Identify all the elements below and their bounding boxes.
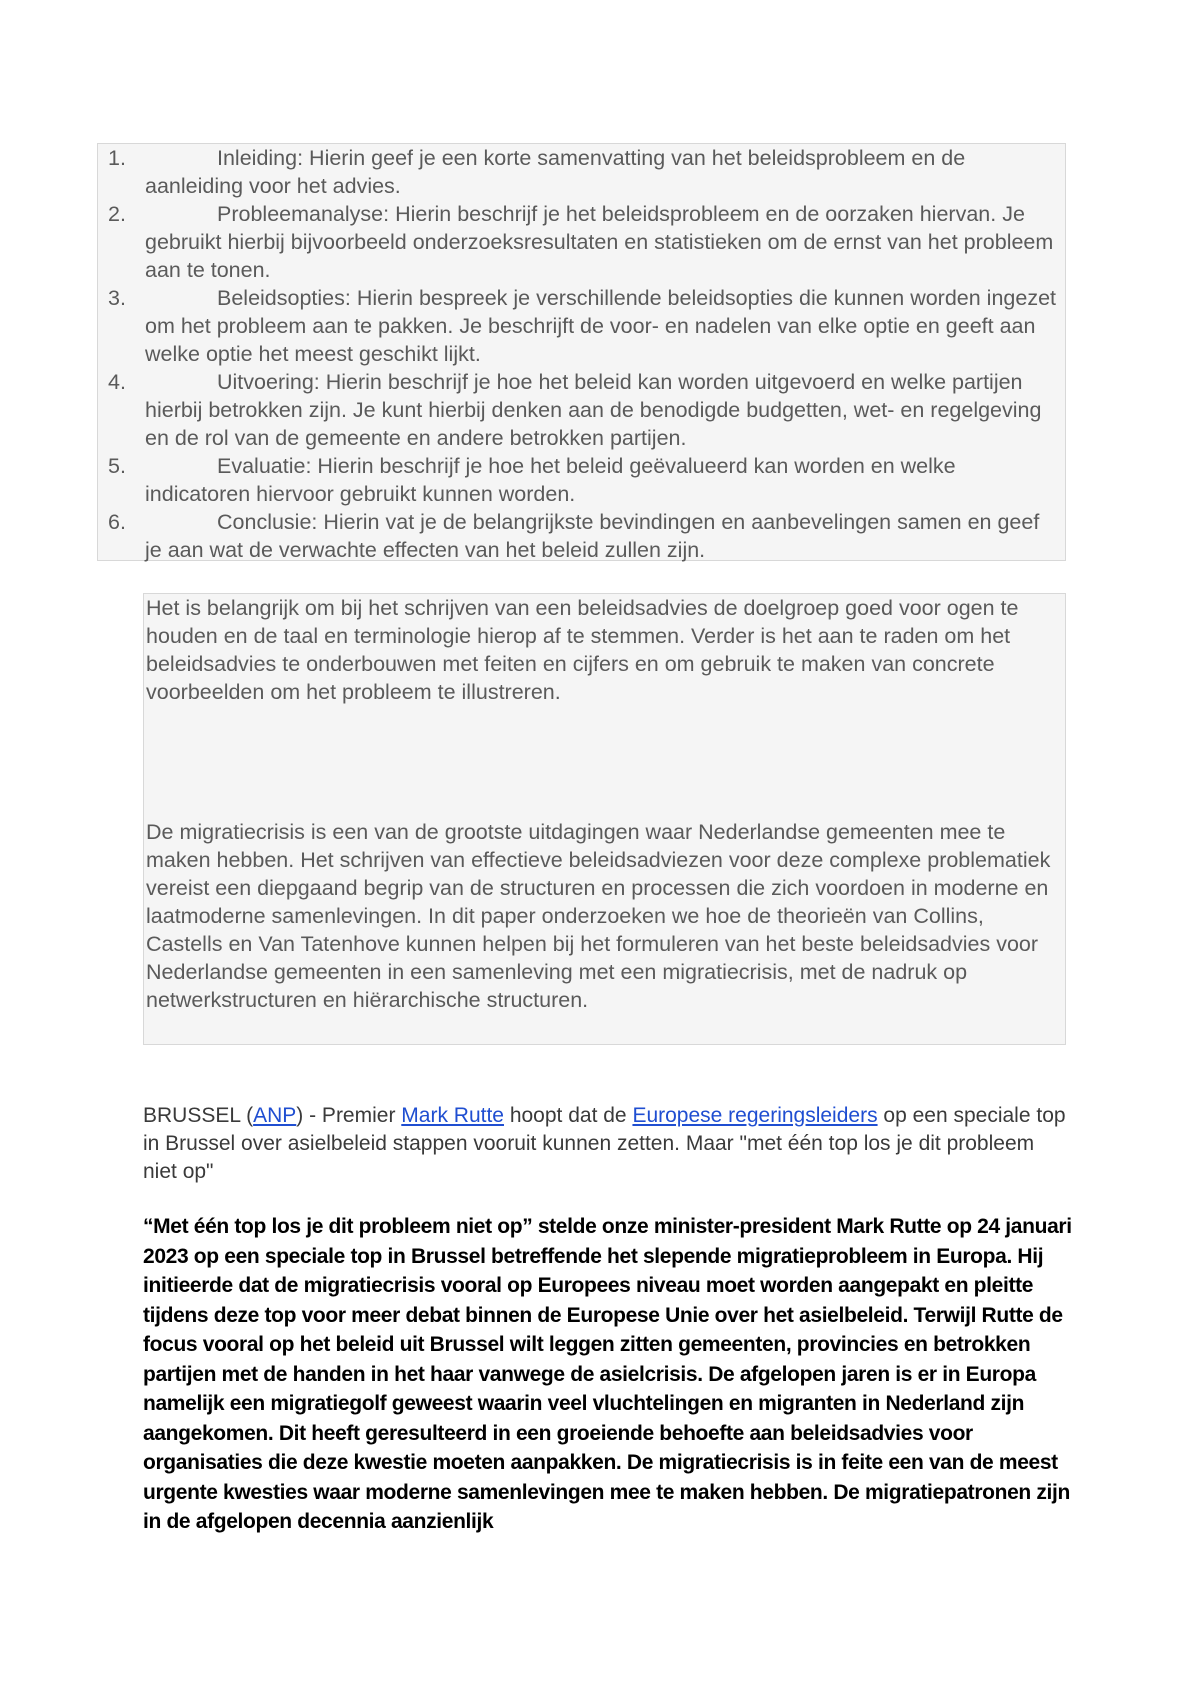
- list-item: [98, 508, 1065, 564]
- list-item: [98, 200, 1065, 284]
- list-item-text: Uitvoering: Hierin beschrijf je hoe het beleid kan worden uitgevoerd en welke partijen hierbij betrokken zijn. Je kunt hierbij denken aan de benodigde budgetten, wet- en regelgeving en de rol van de gemeente en andere betrokken partijen.: [145, 370, 1042, 450]
- mark-rutte-link[interactable]: Mark Rutte: [401, 1104, 504, 1127]
- list-item: [98, 368, 1065, 452]
- list-number: 6.: [108, 510, 126, 534]
- bold-body-paragraph: “Met één top los je dit probleem niet op” stelde onze minister-president Mark Rutte op 24 januari 2023 op een speciale top in Brussel betreffende het slepende migratieprobleem in Europa. Hij initieerde dat de migratiecrisis vooral op Europees niveau moet worden aangepakt en pleitte tijdens deze top voor meer debat binnen de Europese Unie over het asielbeleid. Terwijl Rutte de focus vooral op het beleid uit Brussel wilt leggen zitten gemeenten, provincies en betrokken partijen met de handen in het haar vanwege de asielcrisis. De afgelopen jaren is er in Europa namelijk een migratiegolf geweest waarin veel vluchtelingen en migranten in Nederland zijn aangekomen. Dit heeft geresulteerd in een groeiende behoefte aan beleidsadvies voor organisaties die deze kwestie moeten aanpakken. De migratiecrisis is in feite een van de meest urgente kwesties waar moderne samenlevingen mee te maken hebben. De migratiepatronen zijn in de afgelopen decennia aanzienlijk: [143, 1215, 1072, 1533]
- list-number: 1.: [108, 146, 126, 170]
- list-item: [98, 284, 1065, 368]
- advice-structure-box: [97, 143, 1066, 561]
- advice-structure-list: [98, 144, 1065, 564]
- list-number: 2.: [108, 202, 126, 226]
- list-item: [98, 452, 1065, 508]
- list-number: 5.: [108, 454, 126, 478]
- news-lead-paragraph: [143, 1102, 1073, 1186]
- list-item-text: Evaluatie: Hierin beschrijf je hoe het beleid geëvalueerd kan worden en welke indicatoren hiervoor gebruikt kunnen worden.: [145, 454, 956, 506]
- european-leaders-link[interactable]: Europese regeringsleiders: [632, 1104, 878, 1127]
- news-text: hoopt dat de: [503, 1104, 633, 1127]
- list-number: 4.: [108, 370, 126, 394]
- list-item-text: Inleiding: Hierin geef je een korte samenvatting van het beleidsprobleem en de aanleiding voor het advies.: [145, 146, 966, 198]
- writing-tips-paragraph: Het is belangrijk om bij het schrijven van een beleidsadvies de doelgroep goed voor ogen te houden en de taal en terminologie hierop af te stemmen. Verder is het aan te raden om het beleidsadvies te onderbouwen met feiten en cijfers en om gebruik te maken van concrete voorbeelden om het probleem te illustreren.: [146, 596, 1019, 704]
- migration-crisis-paragraph: De migratiecrisis is een van de grootste uitdagingen waar Nederlandse gemeenten mee te maken hebben. Het schrijven van effectieve beleidsadviezen voor deze complexe problematiek vereist een diepgaand begrip van de structuren en processen die zich voordoen in moderne en laatmoderne samenlevingen. In dit paper onderzoeken we hoe de theorieën van Collins, Castells en Van Tatenhove kunnen helpen bij het formuleren van het beste beleidsadvies voor Nederlandse gemeenten in een samenleving met een migratiecrisis, met de nadruk op netwerkstructuren en hiërarchische structuren.: [146, 820, 1051, 1012]
- list-item-text: Beleidsopties: Hierin bespreek je verschillende beleidsopties die kunnen worden ingezet om het probleem aan te pakken. Je beschrijft de voor- en nadelen van elke optie en geeft aan welke optie het meest geschikt lijkt.: [145, 286, 1057, 366]
- anp-link[interactable]: ANP: [253, 1104, 297, 1127]
- list-number: 3.: [108, 286, 126, 310]
- news-prefix: BRUSSEL (: [143, 1104, 254, 1127]
- intro-paragraph-box: [143, 593, 1066, 1045]
- news-suffix: op een speciale top in Brussel over asielbeleid stappen vooruit kunnen zetten. Maar "met één top los je dit probleem niet op": [143, 1104, 1066, 1183]
- news-text: ) - Premier: [296, 1104, 402, 1127]
- list-item: [98, 144, 1065, 200]
- list-item-text: Conclusie: Hierin vat je de belangrijkste bevindingen en aanbevelingen samen en geef je aan wat de verwachte effecten van het beleid zullen zijn.: [145, 510, 1040, 562]
- list-item-text: Probleemanalyse: Hierin beschrijf je het beleidsprobleem en de oorzaken hiervan. Je gebruikt hierbij bijvoorbeeld onderzoeksresultaten en statistieken om de ernst van het probleem aan te tonen.: [145, 202, 1054, 282]
